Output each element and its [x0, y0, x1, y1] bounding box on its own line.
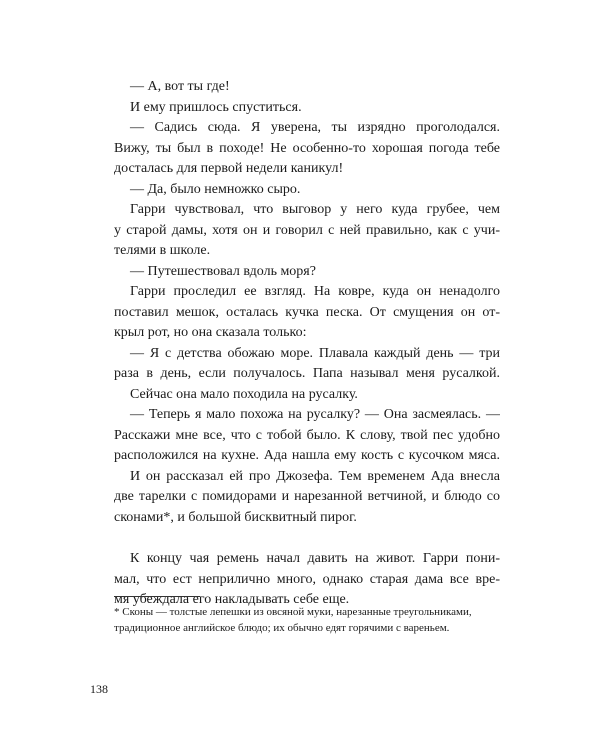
text-line: Расскажи мне все, что с тобой было. К слову, твой пес удобно — [114, 427, 500, 443]
text-line: поставил мешок, осталась кучка песка. От смущения он от- — [114, 304, 500, 320]
text-line: И ему пришлось спуститься. — [130, 99, 302, 115]
footnote — [114, 604, 502, 636]
text-line: две тарелки с помидорами и нарезанной ветчиной, и блюдо со — [114, 489, 500, 504]
footnote-line: традиционное английское блюдо; их обычно едят горячими с вареньем. — [114, 622, 450, 634]
text-line: И он рассказал ей про Джозефа. Тем временем Ада внесла — [130, 468, 500, 484]
text-line: К концу чая ремень начал давить на живот. Гарри пони- — [130, 551, 500, 566]
text-line: сконами*, и большой бисквитный пирог. — [114, 509, 357, 525]
text-line: — Теперь я мало похожа на русалку? — Она засмеялась. — — [130, 407, 500, 422]
text-line: Гарри чувствовал, что выговор у него куда грубее, чем — [130, 202, 500, 217]
text-line: Гарри проследил ее взгляд. На ковре, куда он ненадолго — [130, 284, 500, 299]
text-line: — А, вот ты где! — [130, 79, 230, 94]
text-line: Сейчас она мало походила на русалку. — [130, 386, 358, 402]
text-line: мя убеждала его накладывать себе еще. — [114, 592, 350, 607]
section-break — [114, 528, 500, 549]
footnote-divider — [114, 596, 200, 597]
text-line: мал, что ест неприлично много, однако старая дама все вре- — [114, 571, 500, 587]
text-line: Вижу, ты был в походе! Не особенно-то хорошая погода тебе — [114, 140, 500, 156]
body-text — [114, 77, 500, 611]
text-line: — Путешествовал вдоль моря? — [130, 263, 316, 279]
text-line: крыл рот, но она сказала только: — [114, 325, 307, 340]
text-line: досталась для первой недели каникул! — [114, 161, 344, 176]
text-line: расположился на кухне. Ада нашла ему кость с кусочком мяса. — [114, 448, 500, 463]
page-number: 138 — [90, 682, 108, 696]
text-line: — Садись сюда. Я уверена, ты изрядно проголодался. — [130, 120, 500, 135]
footnote-line: * Сконы — толстые лепешки из овсяной муки, нарезанные треугольниками, — [114, 606, 472, 618]
text-line: — Да, было немножко сыро. — [130, 181, 301, 197]
text-line: телями в школе. — [114, 243, 211, 258]
text-line: раза в день, если получалось. Папа называл меня русалкой. — [114, 366, 500, 381]
text-line: — Я с детства обожаю море. Плавала каждый день — три — [130, 345, 500, 361]
text-line: у старой дамы, хотя он и говорил с ней правильно, как с учи- — [114, 222, 500, 238]
